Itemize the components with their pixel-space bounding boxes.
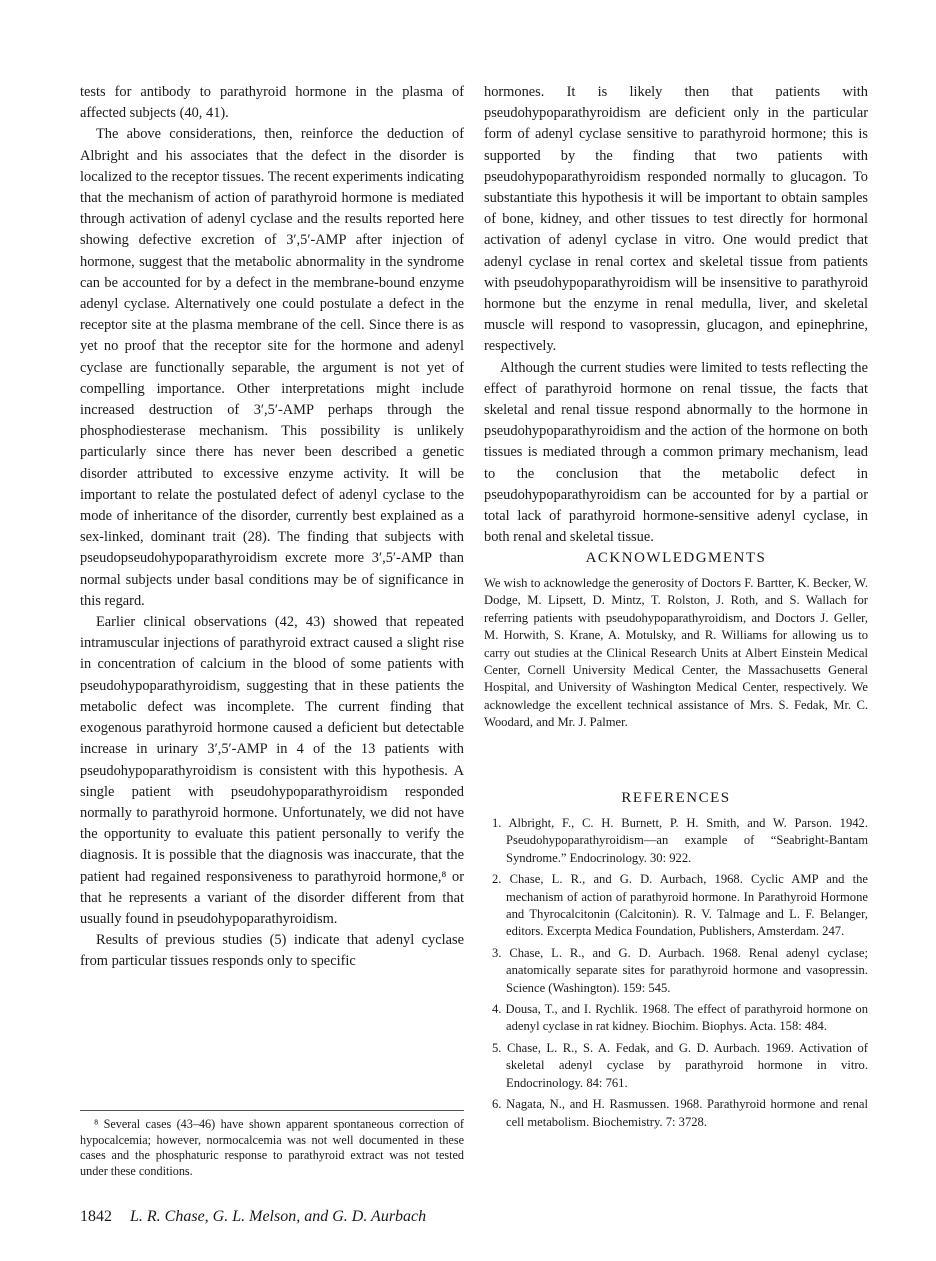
- page-number: 1842: [80, 1208, 112, 1225]
- left-column: [80, 82, 464, 973]
- reference-item: 5. Chase, L. R., S. A. Fedak, and G. D. Aurbach. 1969. Activation of skeletal adenyl cyclase by parathyroid hormone in vitro. Endocrinology. 84: 761.: [492, 1040, 868, 1090]
- paragraph: Earlier clinical observations (42, 43) showed that repeated intramuscular injections of parathyroid extract caused a slight rise in concentration of calcium in the blood of some patients with pseudohypoparathyroidism, suggesting that in these patients the metabolic defect was incomplete. The current finding that exogenous parathyroid hormone caused a deficient but detectable increase in urinary 3′,5′-AMP in 4 of the 13 patients with pseudohypoparathyroidism is consistent with this hypothesis. A single patient with pseudohypoparathyroidism responded normally to parathyroid hormone. Unfortunately, we did not have the opportunity to evaluate this patient personally to verify the diagnosis. It is possible that the diagnosis was inaccurate, that the patient had regained responsiveness to parathyroid hormone,⁸ or that he represents a variant of the disorder different from that usually found in pseudohypoparathyroidism.: [80, 614, 464, 927]
- paragraph: hormones. It is likely then that patients with pseudohypoparathyroidism are deficient only in the particular form of adenyl cyclase sensitive to parathyroid hormone; this is supported by the finding that two patients with pseudohypoparathyroidism responded normally to glucagon. To substantiate this hypothesis it will be important to obtain samples of bone, kidney, and other tissues to test directly for hormonal activation of adenyl cyclase in vitro. One would predict that adenyl cyclase in renal cortex and skeletal tissue from patients with pseudohypoparathyroidism will be insensitive to parathyroid hormone but the enzyme in renal medulla, liver, and skeletal muscle will respond to vasopressin, glucagon, and epinephrine, respectively.: [484, 84, 868, 355]
- paragraph: Results of previous studies (5) indicate that adenyl cyclase from particular tissues responds only to specific: [80, 932, 464, 970]
- paragraph: tests for antibody to parathyroid hormone in the plasma of affected subjects (40, 41).: [80, 84, 464, 122]
- right-column: [484, 82, 868, 548]
- reference-list: [484, 815, 868, 1135]
- references-heading: REFERENCES: [621, 790, 731, 806]
- reference-item: 6. Nagata, N., and H. Rasmussen. 1968. Parathyroid hormone and renal cell metabolism. Biochemistry. 7: 3728.: [492, 1097, 868, 1129]
- reference-item: 2. Chase, L. R., and G. D. Aurbach, 1968. Cyclic AMP and the mechanism of action of parathyroid hormone. In Parathyroid Hormone and Thyrocalcitonin (Calcitonin). R. V. Talmage and L. F. Belanger, editors. Excerpta Medica Foundation, Publishers, Amsterdam. 247.: [492, 872, 868, 939]
- footnote: [80, 1110, 464, 1179]
- acknowledgments-text: We wish to acknowledge the generosity of Doctors F. Bartter, K. Becker, W. Dodge, M. Lipsett, D. Mintz, T. Rolston, J. Roth, and S. Wallach for referring patients with pseudohypoparathyroidism, and Doctors J. Geller, M. Horwith, S. Krane, A. Motulsky, and R. Williams for allowing us to carry out studies at the Clinical Research Units at Albert Einstein Medical Center, Cornell University Medical Center, the Massachusetts General Hospital, and University of Washington Medical Center, respectively. We acknowledge the excellent technical assistance of Mrs. S. Fedak, Mr. C. Woodard, and Mr. J. Palmer.: [484, 576, 868, 730]
- paragraph: The above considerations, then, reinforce the deduction of Albright and his associates that the defect in the disorder is localized to the receptor tissues. The recent experiments indicating that the mechanism of action of parathyroid hormone is mediated through activation of adenyl cyclase and the results reported here showing defective excretion of 3′,5′-AMP after injection of hormone, suggest that the metabolic abnormality in the syndrome can be accounted for by a defect in the membrane-bound enzyme adenyl cyclase. Alternatively one could postulate a defect in the receptor site at the plasma membrane of the cell. Since there is as yet no proof that the receptor site for the hormone and adenyl cyclase are functionally separable, the argument is not yet of compelling importance. Other interpretations might include increased destruction of 3′,5′-AMP perhaps through the phosphodiesterase mechanism. This possibility is unlikely particularly since there has never been described a genetic disorder attributed to excessive enzyme activity. It will be important to relate the postulated defect of adenyl cyclase to the mode of inheritance of the disorder, currently best explained as a sex-linked, dominant trait (28). The finding that subjects with pseudopseudohypoparathyroidism excrete more 3′,5′-AMP than normal subjects under basal conditions may be of significance in this regard.: [80, 126, 464, 609]
- page-footer: [80, 1208, 426, 1226]
- acknowledgments-heading: ACKNOWLEDGMENTS: [585, 550, 767, 566]
- paragraph: Although the current studies were limited to tests reflecting the effect of parathyroid hormone on renal tissue, the facts that skeletal and renal tissue respond abnormally to the hormone in pseudohypoparathyroidism and the action of the hormone on both tissues is mediated through a common primary mechanism, lead to the conclusion that the metabolic defect in pseudohypoparathyroidism can be accounted for by a partial or total lack of parathyroid hormone-sensitive adenyl cyclase, in both renal and skeletal tissue.: [484, 359, 868, 546]
- running-authors: L. R. Chase, G. L. Melson, and G. D. Aurbach: [130, 1208, 427, 1225]
- reference-item: 4. Dousa, T., and I. Rychlik. 1968. The effect of parathyroid hormone on adenyl cyclase in rat kidney. Biochim. Biophys. Acta. 158: 484.: [492, 1002, 868, 1034]
- reference-item: 3. Chase, L. R., and G. D. Aurbach. 1968. Renal adenyl cyclase; anatomically separate sites for parathyroid hormone and vasopressin. Science (Washington). 159: 545.: [492, 945, 868, 995]
- footnote-text: ⁸ Several cases (43–46) have shown apparent spontaneous correction of hypocalcemia; however, normocalcemia was not well documented in these cases and the phosphaturic response to parathyroid extract was not tested under these conditions.: [80, 1117, 464, 1178]
- reference-item: 1. Albright, F., C. H. Burnett, P. H. Smith, and W. Parson. 1942. Pseudohypoparathyroidism—an example of “Seabright-Bantam Syndrome.” Endocrinology. 30: 922.: [492, 816, 868, 865]
